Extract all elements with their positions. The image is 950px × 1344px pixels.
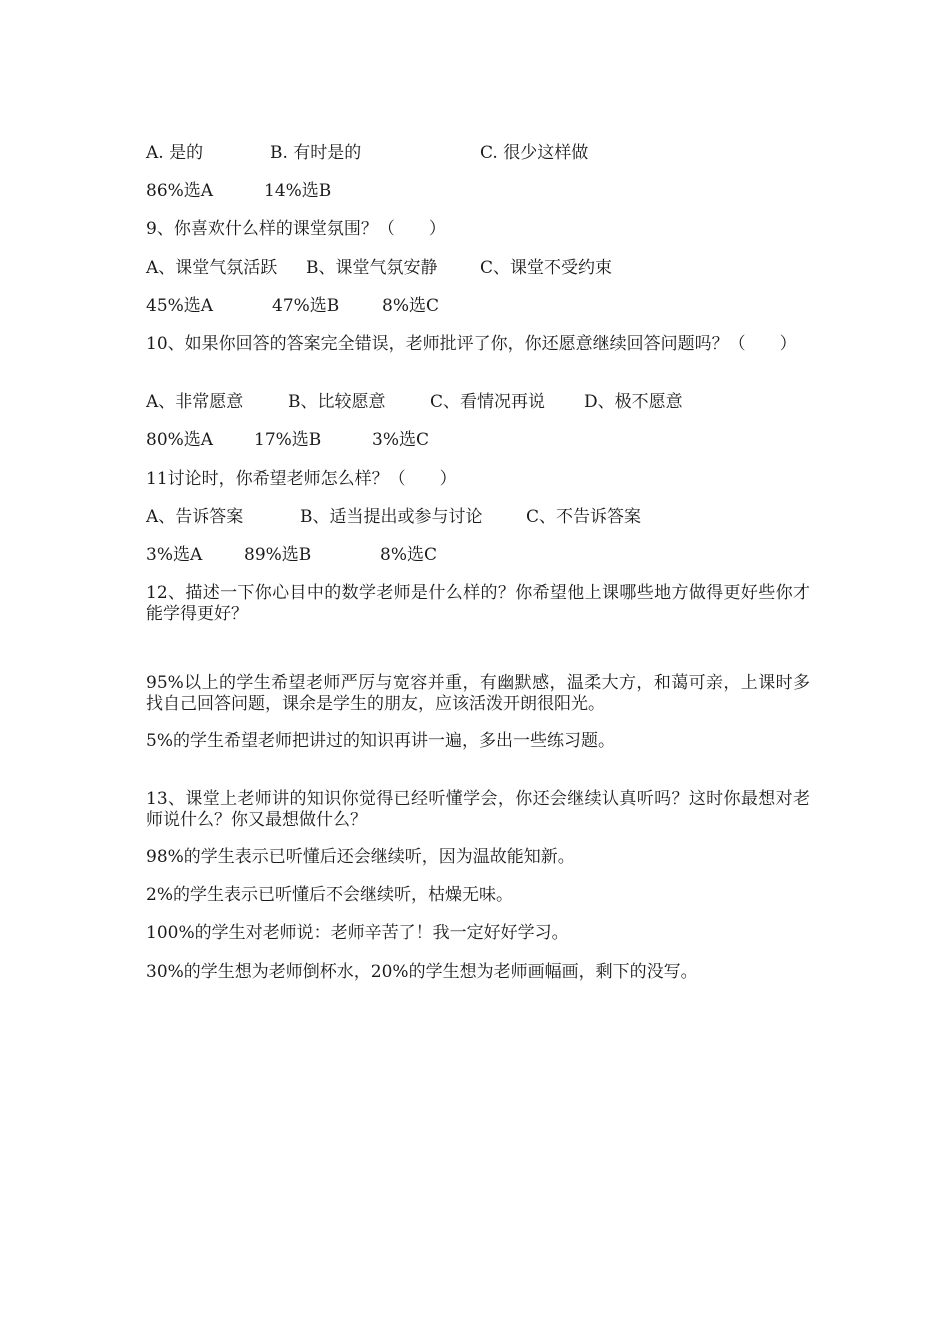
q10-question: 10、如果你回答的答案完全错误，老师批评了你，你还愿意继续回答问题吗？（ ） (146, 334, 797, 354)
q9-question: 9、你喜欢什么样的课堂氛围？（ ） (146, 219, 446, 239)
q11-option-c: C、不告诉答案 (526, 507, 642, 527)
q8-results (146, 181, 810, 203)
q11-question: 11讨论时，你希望老师怎么样？（ ） (146, 469, 457, 489)
q13-answer: 2%的学生表示已听懂后不会继续听，枯燥无味。 (146, 885, 513, 905)
q12-answer: 5%的学生希望老师把讲过的知识再讲一遍，多出一些练习题。 (146, 731, 615, 751)
q11-results (146, 545, 810, 567)
q9-result-c: 8%选C (382, 296, 439, 316)
q10-option-c: C、看情况再说 (430, 392, 546, 412)
q9-result-a: 45%选A (146, 296, 214, 316)
q8-option-a: A. 是的 (146, 143, 204, 163)
q12-question: 12、描述一下你心目中的数学老师是什么样的？你希望他上课哪些地方做得更好些你才能学得更好？ (146, 583, 810, 624)
q9-option-b: B、课堂气氛安静 (306, 258, 438, 278)
q9-result-b: 47%选B (272, 296, 340, 316)
q8-option-c: C. 很少这样做 (480, 143, 589, 163)
q11-result-c: 8%选C (380, 545, 437, 565)
q9-results (146, 296, 810, 318)
q10-options (146, 392, 810, 414)
q9-option-c: C、课堂不受约束 (480, 258, 613, 278)
q8-option-b: B. 有时是的 (270, 143, 362, 163)
q13-answer: 30%的学生想为老师倒杯水，20%的学生想为老师画幅画，剩下的没写。 (146, 962, 698, 982)
q10-result-c: 3%选C (372, 430, 429, 450)
q10-option-a: A、非常愿意 (146, 392, 244, 412)
q9-options (146, 258, 810, 280)
q10-option-d: D、极不愿意 (584, 392, 683, 412)
q10-result-a: 80%选A (146, 430, 214, 450)
q13-answer: 100%的学生对老师说：老师辛苦了！我一定好好学习。 (146, 923, 569, 943)
q13-question: 13、课堂上老师讲的知识你觉得已经听懂学会，你还会继续认真听吗？这时你最想对老师说什么？你又最想做什么？ (146, 789, 810, 830)
q9-option-a: A、课堂气氛活跃 (146, 258, 278, 278)
q11-result-a: 3%选A (146, 545, 203, 565)
q13-answer: 98%的学生表示已听懂后还会继续听，因为温故能知新。 (146, 847, 575, 867)
q11-option-b: B、适当提出或参与讨论 (300, 507, 483, 527)
q10-option-b: B、比较愿意 (288, 392, 386, 412)
q8-result-a: 86%选A (146, 181, 214, 201)
q11-option-a: A、告诉答案 (146, 507, 244, 527)
q8-options (146, 143, 810, 165)
q11-options (146, 507, 810, 529)
q11-result-b: 89%选B (244, 545, 312, 565)
q12-answer: 95%以上的学生希望老师严厉与宽容并重，有幽默感，温柔大方，和蔼可亲，上课时多找自己回答问题，课余是学生的朋友，应该活泼开朗很阳光。 (146, 673, 810, 714)
q8-result-b: 14%选B (264, 181, 332, 201)
q10-result-b: 17%选B (254, 430, 322, 450)
q10-results (146, 430, 810, 452)
